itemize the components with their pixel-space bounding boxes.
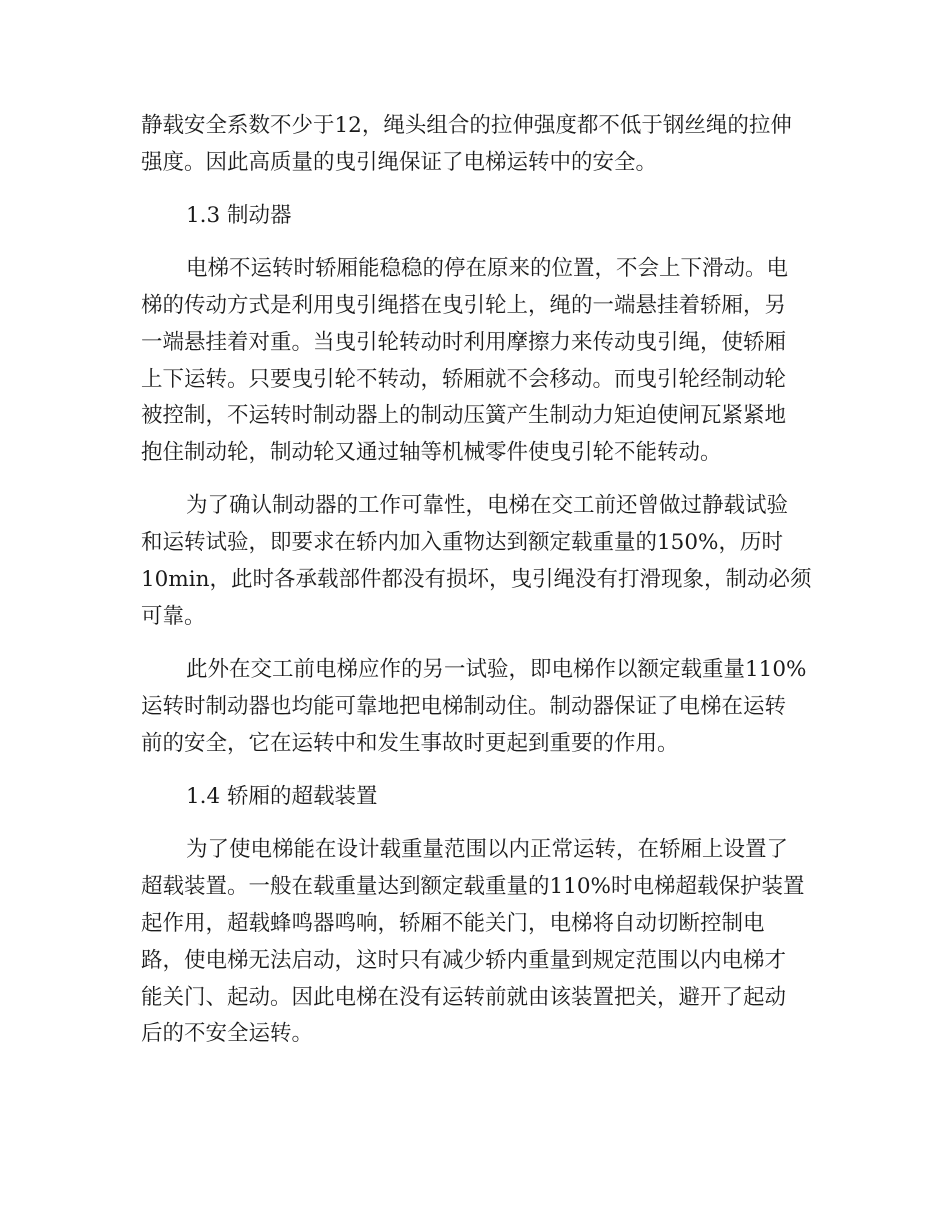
- body-text-line: 超载装置。一般在载重量达到额定载重量的110%时电梯超载保护装置: [141, 874, 805, 899]
- body-text-line: 路，使电梯无法启动，这时只有减少轿内重量到规定范围以内电梯才: [141, 948, 787, 973]
- body-text-line: 抱住制动轮，制动轮又通过轴等机械零件使曳引轮不能转动。: [141, 440, 722, 465]
- body-text-line: 为了使电梯能在设计载重量范围以内正常运转，在轿厢上设置了: [186, 837, 789, 862]
- body-text-line: 后的不安全运转。: [141, 1021, 314, 1046]
- body-text-line: 被控制，不运转时制动器上的制动压簧产生制动力矩迫使闸瓦紧紧地: [141, 403, 787, 428]
- body-text-line: 强度。因此高质量的曳引绳保证了电梯运转中的安全。: [141, 150, 658, 175]
- body-text-line: 此外在交工前电梯应作的另一试验，即电梯作以额定载重量110%: [186, 657, 807, 682]
- body-text-line: 和运转试验，即要求在轿内加入重物达到额定载重量的150%，历时: [141, 530, 783, 555]
- body-text-line: 运转时制动器也均能可靠地把电梯制动住。制动器保证了电梯在运转: [141, 694, 787, 719]
- body-text-line: 起作用，超载蜂鸣器鸣响，轿厢不能关门，电梯将自动切断控制电: [141, 911, 765, 936]
- body-text-line: 10min，此时各承载部件都没有损坏，曳引绳没有打滑现象，制动必须: [141, 567, 812, 592]
- section-heading: 1.4 轿厢的超载装置: [186, 784, 378, 809]
- body-text-line: 上下运转。只要曳引轮不转动，轿厢就不会移动。而曳引轮经制动轮: [141, 367, 787, 392]
- body-text-line: 前的安全，它在运转中和发生事故时更起到重要的作用。: [141, 731, 679, 756]
- body-text-line: 静载安全系数不少于12，绳头组合的拉伸强度都不低于钢丝绳的拉伸: [141, 113, 792, 138]
- body-text-line: 梯的传动方式是利用曳引绳搭在曳引轮上，绳的一端悬挂着轿厢，另: [141, 293, 787, 318]
- body-text-line: 为了确认制动器的工作可靠性，电梯在交工前还曾做过静载试验: [186, 493, 789, 518]
- body-text-line: 电梯不运转时轿厢能稳稳的停在原来的位置，不会上下滑动。电: [186, 256, 789, 281]
- body-text-line: 可靠。: [141, 604, 206, 629]
- body-text-line: 一端悬挂着对重。当曳引轮转动时利用摩擦力来传动曳引绳，使轿厢: [141, 330, 787, 355]
- section-heading: 1.3 制动器: [186, 203, 292, 228]
- body-text-line: 能关门、起动。因此电梯在没有运转前就由该装置把关，避开了起动: [141, 985, 787, 1010]
